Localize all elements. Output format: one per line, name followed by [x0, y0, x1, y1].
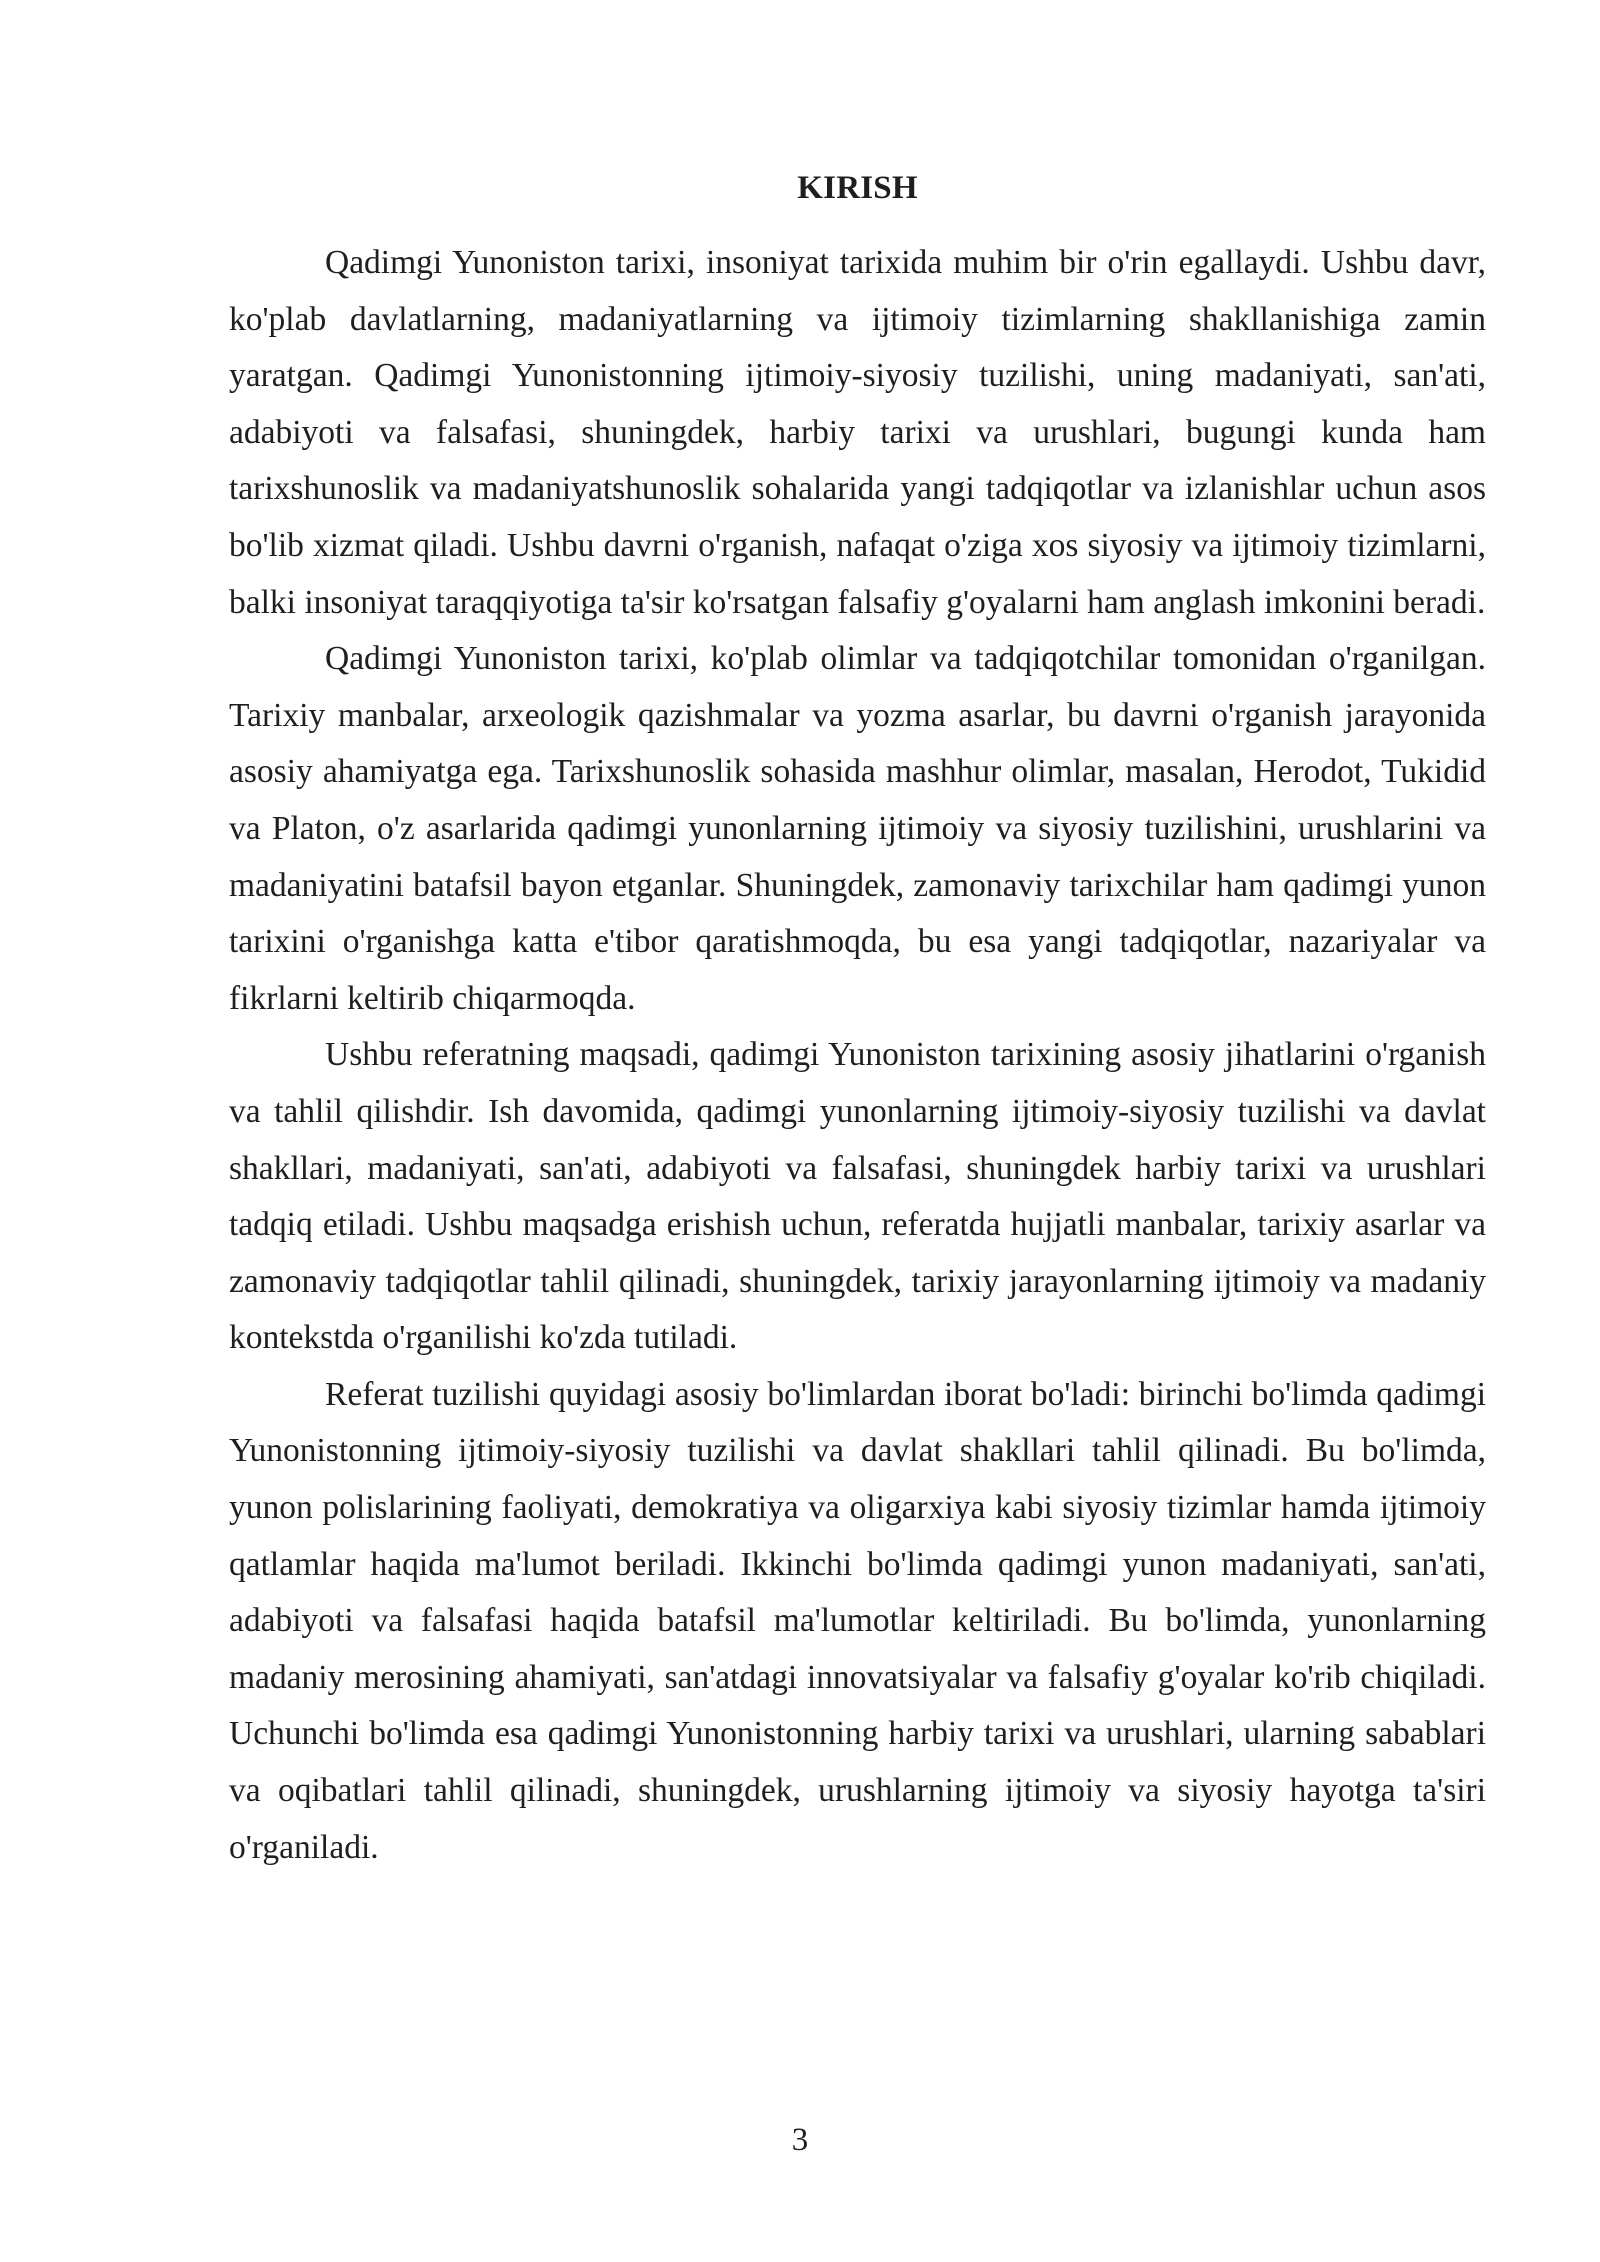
paragraph-1: Qadimgi Yunoniston tarixi, insoniyat tarixida muhim bir o'rin egallaydi. Ushbu davr, ko'plab davlatlarning, madaniyatlarning va ijtimoiy tizimlarning shakllanishiga zamin yaratgan. Qadimgi Yunonistonning ijtimoiy-siyosiy tuzilishi, uning madaniyati, san'ati, adabiyoti va falsafasi, shuningdek, harbiy tarixi va urushlari, bugungi kunda ham tarixshunoslik va madaniyatshunoslik sohalarida yangi tadqiqotlar va izlanishlar uchun asos bo'lib xizmat qiladi. Ushbu davrni o'rganish, nafaqat o'ziga xos siyosiy va ijtimoiy tizimlarni, balki insoniyat taraqqiyotiga ta'sir ko'rsatgan falsafiy g'oyalarni ham anglash imkonini beradi.	[229, 244, 1486, 621]
paragraph-4: Referat tuzilishi quyidagi asosiy bo'limlardan iborat bo'ladi: birinchi bo'limda qadimgi Yunonistonning ijtimoiy-siyosiy tuzilishi va davlat shakllari tahlil qilinadi. Bu bo'limda, yunon polislarining faoliyati, demokratiya va oligarxiya kabi siyosiy tizimlar hamda ijtimoiy qatlamlar haqida ma'lumot beriladi. Ikkinchi bo'limda qadimgi yunon madaniyati, san'ati, adabiyoti va falsafasi haqida batafsil ma'lumotlar keltiriladi. Bu bo'limda, yunonlarning madaniy merosining ahamiyati, san'atdagi innovatsiyalar va falsafiy g'oyalar ko'rib chiqiladi. Uchunchi bo'limda esa qadimgi Yunonistonning harbiy tarixi va urushlari, ularning sabablari va oqibatlari tahlil qilinadi, shuningdek, urushlarning ijtimoiy va siyosiy hayotga ta'siri o'rganiladi.	[229, 1375, 1486, 1866]
page-title: KIRISH	[797, 170, 918, 206]
paragraph-2: Qadimgi Yunoniston tarixi, ko'plab olimlar va tadqiqotchilar tomonidan o'rganilgan. Tarixiy manbalar, arxeologik qazishmalar va yozma asarlar, bu davrni o'rganish jarayonida asosiy ahamiyatga ega. Tarixshunoslik sohasida mashhur olimlar, masalan, Herodot, Tukidid va Platon, o'z asarlarida qadimgi yunonlarning ijtimoiy va siyosiy tuzilishini, urushlarini va madaniyatini batafsil bayon etganlar. Shuningdek, zamonaviy tarixchilar ham qadimgi yunon tarixini o'rganishga katta e'tibor qaratishmoqda, bu esa yangi tadqiqotlar, nazariyalar va fikrlarni keltirib chiqarmoqda.	[229, 640, 1486, 1017]
paragraph-3: Ushbu referatning maqsadi, qadimgi Yunoniston tarixining asosiy jihatlarini o'rganish va tahlil qilishdir. Ish davomida, qadimgi yunonlarning ijtimoiy-siyosiy tuzilishi va davlat shakllari, madaniyati, san'ati, adabiyoti va falsafasi, shuningdek harbiy tarixi va urushlari tadqiq etiladi. Ushbu maqsadga erishish uchun, referatda hujjatli manbalar, tarixiy asarlar va zamonaviy tadqiqotlar tahlil qilinadi, shuningdek, tarixiy jarayonlarning ijtimoiy va madaniy kontekstda o'rganilishi ko'zda tutiladi.	[229, 1036, 1486, 1357]
page-content	[229, 160, 1486, 1876]
page-number: 3	[791, 2122, 809, 2158]
